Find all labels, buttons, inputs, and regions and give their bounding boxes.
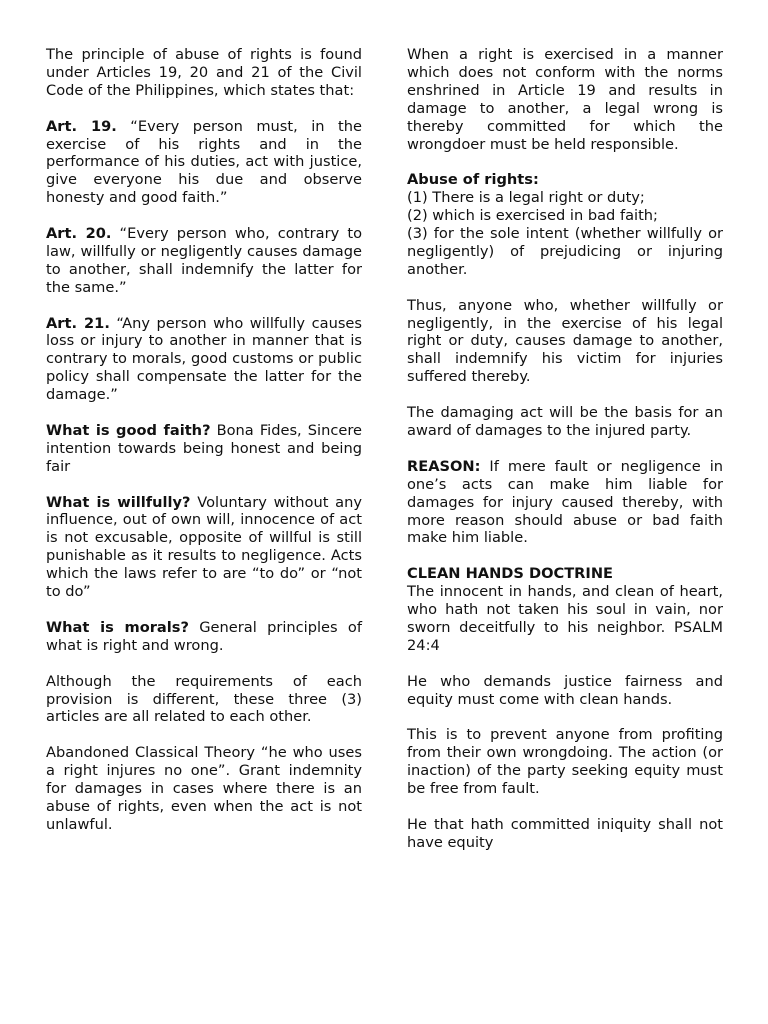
good-faith-paragraph bbox=[46, 422, 362, 476]
willfully-label: What is willfully? bbox=[46, 493, 191, 511]
willfully-paragraph bbox=[46, 494, 362, 601]
iniquity-paragraph: He that hath committed iniquity shall not have equity bbox=[407, 815, 723, 851]
abuse-of-rights-heading: Abuse of rights: bbox=[407, 171, 539, 189]
article-21-text: “Any person who willfully causes loss or injury to another in manner that is contrary to morals, good customs or public policy shall compensate the latter for the damage.” bbox=[46, 314, 362, 404]
classical-theory-paragraph: Abandoned Classical Theory “he who uses a right injures no one”. Grant indemnity for damages in cases where there is an abuse of rights, even when the act is not unlawful. bbox=[46, 744, 362, 833]
clean-hands-section bbox=[407, 565, 723, 655]
left-column bbox=[46, 46, 362, 852]
article-19-text: “Every person must, in the exercise of his rights and in the performance of his duties, act with justice, give everyone his due and observe honesty and good faith.” bbox=[46, 117, 362, 207]
intro-paragraph: The principle of abuse of rights is found under Articles 19, 20 and 21 of the Civil Code of the Philippines, which states that: bbox=[46, 46, 362, 99]
willfully-text: Voluntary without any influence, out of own will, innocence of act is not excusable, opposite of willful is still punishable as it results to negligence. Acts which the laws refer to are “to do” or “not to do” bbox=[46, 493, 362, 601]
clean-hands-text: The innocent in hands, and clean of heart, who hath not taken his soul in vain, nor sworn deceitfully to his neighbor. PSALM 24:4 bbox=[407, 583, 723, 654]
right-column bbox=[407, 46, 723, 870]
article-20-paragraph bbox=[46, 225, 362, 297]
morals-paragraph bbox=[46, 619, 362, 655]
abuse-requisite-3: (3) for the sole intent (whether willfully or negligently) of prejudicing or injuring another. bbox=[407, 225, 723, 278]
article-19-label: Art. 19. bbox=[46, 117, 117, 135]
article-20-text: “Every person who, contrary to law, willfully or negligently causes damage to another, shall indemnify the latter for the same.” bbox=[46, 225, 362, 296]
reason-paragraph bbox=[407, 458, 723, 548]
prevent-paragraph: This is to prevent anyone from profiting from their own wrongdoing. The action (or inaction) of the party seeking equity must be free from fault. bbox=[407, 726, 723, 798]
demands-paragraph: He who demands justice fairness and equity must come with clean hands. bbox=[407, 672, 723, 708]
damaging-act-paragraph: The damaging act will be the basis for an award of damages to the injured party. bbox=[407, 404, 723, 439]
article-21-label: Art. 21. bbox=[46, 314, 110, 332]
thus-paragraph: Thus, anyone who, whether willfully or negligently, in the exercise of his legal right or duty, causes damage to another, shall indemnify his victim for injuries suffered thereby. bbox=[407, 296, 723, 386]
related-paragraph: Although the requirements of each provision is different, these three (3) articles are all related to each other. bbox=[46, 672, 362, 726]
abuse-of-rights-section bbox=[407, 171, 723, 278]
reason-text: If mere fault or negligence in one’s acts can make him liable for damages for injury caused thereby, with more reason should abuse or bad faith make him liable. bbox=[407, 457, 723, 547]
article-20-label: Art. 20. bbox=[46, 225, 112, 243]
good-faith-label: What is good faith? bbox=[46, 421, 211, 439]
reason-label: REASON: bbox=[407, 457, 481, 475]
abuse-requisite-1: (1) There is a legal right or duty; bbox=[407, 189, 645, 207]
clean-hands-heading: CLEAN HANDS DOCTRINE bbox=[407, 565, 614, 583]
morals-label: What is morals? bbox=[46, 618, 189, 636]
abuse-requisite-2: (2) which is exercised in bad faith; bbox=[407, 207, 658, 225]
morals-text: General principles of what is right and wrong. bbox=[46, 618, 362, 654]
article-21-paragraph bbox=[46, 315, 362, 405]
article-19-paragraph bbox=[46, 118, 362, 208]
good-faith-text: Bona Fides, Sincere intention towards being honest and being fair bbox=[46, 421, 362, 475]
legal-wrong-paragraph: When a right is exercised in a manner which does not conform with the norms enshrined in Article 19 and results in damage to another, a legal wrong is thereby committed for which the wrongdoer must be held responsible. bbox=[407, 46, 723, 153]
